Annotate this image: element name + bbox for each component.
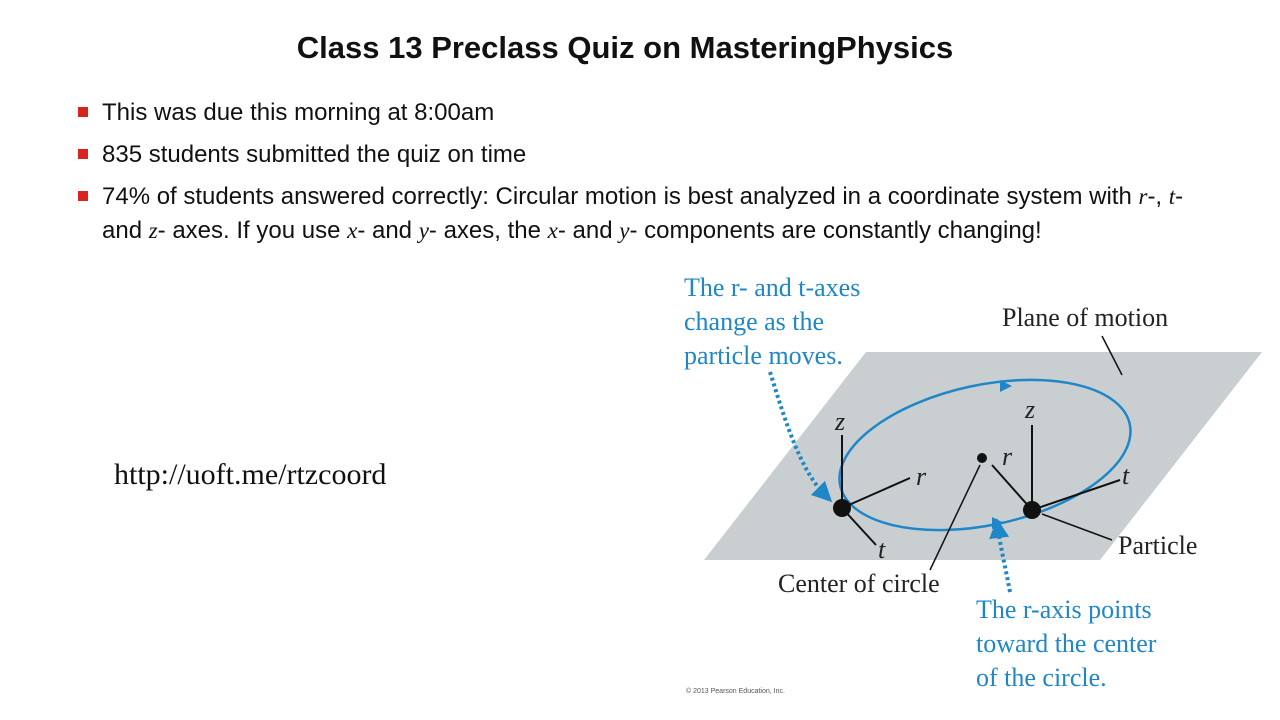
- variable-x: x: [547, 218, 558, 243]
- z-label-2: z: [1025, 395, 1036, 424]
- text-segment: - axes. If you use: [157, 217, 348, 244]
- link-url[interactable]: http://uoft.me/rtzcoord: [114, 458, 387, 491]
- center-point: [977, 453, 987, 463]
- t-label-2: t: [1122, 461, 1130, 490]
- r-label-1: r: [916, 462, 927, 491]
- slide-title: Class 13 Preclass Quiz on MasteringPhysics: [296, 30, 954, 65]
- variable-t: t: [1168, 184, 1176, 209]
- t-label-1: t: [878, 535, 886, 564]
- text-segment: -,: [1147, 183, 1169, 210]
- variable-z: z: [148, 218, 158, 243]
- variable-y: y: [418, 218, 429, 243]
- particle-1: [833, 499, 851, 517]
- center-label: Center of circle: [778, 569, 940, 598]
- text-segment: 74% of students answered correctly: Circular motion is best analyzed in a coordinate system with: [102, 183, 1139, 210]
- particle-2: [1023, 501, 1041, 519]
- caption-top-line-1: The r- and t-axes: [684, 273, 861, 302]
- bullet-text: 835 students submitted the quiz on time: [102, 141, 527, 168]
- text-segment: - and: [357, 217, 419, 244]
- variable-r: r: [1138, 184, 1148, 209]
- caption-bottom-line-2: toward the center: [976, 629, 1157, 658]
- variable-y: y: [619, 218, 630, 243]
- particle-label: Particle: [1118, 531, 1198, 560]
- bullet-text: This was due this morning at 8:00am: [102, 99, 495, 126]
- caption-top-line-2: change as the: [684, 307, 825, 336]
- text-segment: - axes, the: [428, 217, 548, 244]
- text-segment: - components are constantly changing!: [629, 217, 1042, 244]
- text-segment: - and: [102, 183, 1184, 244]
- variable-x: x: [347, 218, 358, 243]
- copyright-notice: © 2013 Pearson Education, Inc.: [686, 688, 785, 695]
- caption-bottom-line-3: of the circle.: [976, 663, 1107, 692]
- z-label-1: z: [835, 407, 846, 436]
- plane-label: Plane of motion: [1002, 303, 1169, 332]
- text-segment: - and: [557, 217, 620, 244]
- r-label-2: r: [1002, 442, 1013, 471]
- caption-bottom-line-1: The r-axis points: [976, 595, 1152, 624]
- caption-top-line-3: particle moves.: [684, 341, 843, 370]
